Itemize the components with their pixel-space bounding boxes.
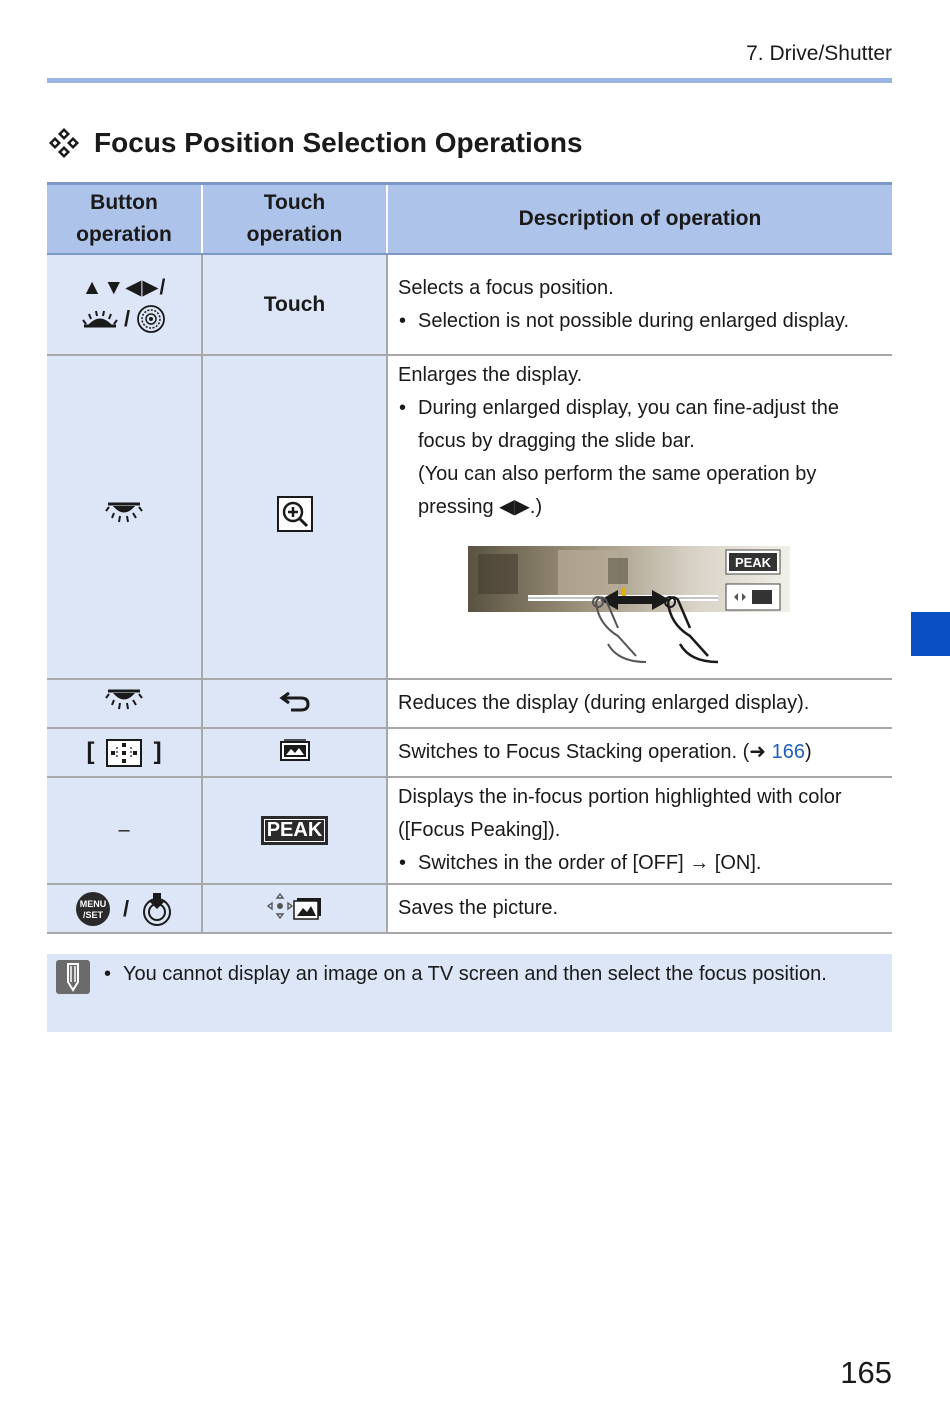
section-heading [48, 127, 583, 159]
menu-label: MENU [79, 898, 107, 909]
cursor-buttons: ▲▼◀▶/ [81, 276, 167, 299]
header-touch-line1: Touch [263, 191, 326, 214]
note-memo-icon [56, 960, 90, 994]
description-cell [387, 777, 892, 884]
peak-button[interactable]: PEAK [261, 816, 329, 845]
separator-slash: / [122, 895, 130, 921]
description-text: Saves the picture. [398, 897, 559, 919]
description-text: Reduces the display (during enlarged display). [398, 692, 810, 714]
description-note: (You can also perform the same operation by pressing ◀▶.) [418, 463, 817, 518]
description-text: Displays the in-focus portion highlighted with color ([Focus Peaking]). [398, 786, 842, 841]
bracket-open: [ [86, 737, 95, 765]
note-text: • You cannot display an image on a TV screen and then select the focus position. [103, 958, 893, 991]
button-cell [47, 254, 202, 355]
table-row [47, 679, 892, 728]
table-header-row [47, 184, 892, 255]
description-cell [387, 254, 892, 355]
page-reference-link[interactable]: 166 [771, 741, 805, 763]
button-cell [47, 884, 202, 933]
button-cell [47, 679, 202, 728]
save-touch-icon[interactable] [266, 892, 324, 920]
description-cell [387, 679, 892, 728]
description-text-end: ) [804, 741, 812, 763]
set-label: /SET [82, 909, 103, 920]
description-text: Selects a focus position. [398, 276, 614, 299]
header-rule [47, 78, 892, 83]
chapter-header: 7. Drive/Shutter [746, 42, 892, 65]
description-bullet: • During enlarged display, you can fine-adjust the focus by dragging the slide bar. [398, 392, 884, 458]
no-button-dash: – [118, 819, 130, 841]
touch-cell [202, 728, 387, 777]
chapter-tab[interactable] [911, 612, 950, 656]
bracket-close: ] [153, 737, 162, 765]
button-cell [47, 777, 202, 884]
diamond-cluster-icon [48, 127, 80, 159]
control-dial-icon [136, 304, 166, 334]
table-row [47, 884, 892, 933]
menu-set-button-icon [75, 891, 111, 927]
touch-cell [202, 355, 387, 679]
slide-bar-illustration [468, 544, 798, 669]
description-cell [387, 884, 892, 933]
illustration-peak-label: PEAK [734, 555, 772, 570]
description-bullet: • Switches in the order of [OFF] → [ON]. [398, 847, 884, 880]
button-cell [47, 355, 202, 679]
header-description: Description of operation [387, 184, 892, 255]
header-button-operation [47, 184, 202, 255]
joystick-press-icon [141, 891, 173, 927]
zoom-in-icon[interactable] [277, 496, 313, 532]
focus-area-button-icon [106, 739, 142, 767]
touch-cell [202, 884, 387, 933]
note-box [47, 954, 892, 1032]
description-cell [387, 728, 892, 777]
front-dial-icon [82, 310, 118, 328]
save-buttons-group [48, 891, 200, 927]
table-row [47, 254, 892, 355]
page-number: 165 [840, 1355, 892, 1390]
return-icon[interactable] [279, 690, 311, 712]
separator-slash: / [123, 306, 131, 331]
header-button-line2: operation [76, 223, 172, 246]
operations-table [47, 182, 892, 934]
touch-cell [202, 679, 387, 728]
description-cell [387, 355, 892, 679]
dial-group [48, 304, 200, 334]
description-text: Switches to Focus Stacking operation. (➜ [398, 741, 772, 763]
rear-dial-icon [105, 501, 143, 527]
header-button-line1: Button [90, 191, 158, 214]
touch-cell [202, 777, 387, 884]
rear-dial-icon [105, 688, 143, 714]
table-row [47, 728, 892, 777]
header-touch-operation [202, 184, 387, 255]
button-cell [47, 728, 202, 777]
table-row [47, 777, 892, 884]
touch-cell: Touch [202, 254, 387, 355]
description-bullet: • Selection is not possible during enlarged display. [398, 305, 884, 338]
header-touch-line2: operation [246, 223, 343, 246]
focus-stacking-icon[interactable] [280, 739, 310, 761]
description-text: Enlarges the display. [398, 364, 583, 386]
table-row [47, 355, 892, 679]
section-title: Focus Position Selection Operations [94, 127, 583, 158]
